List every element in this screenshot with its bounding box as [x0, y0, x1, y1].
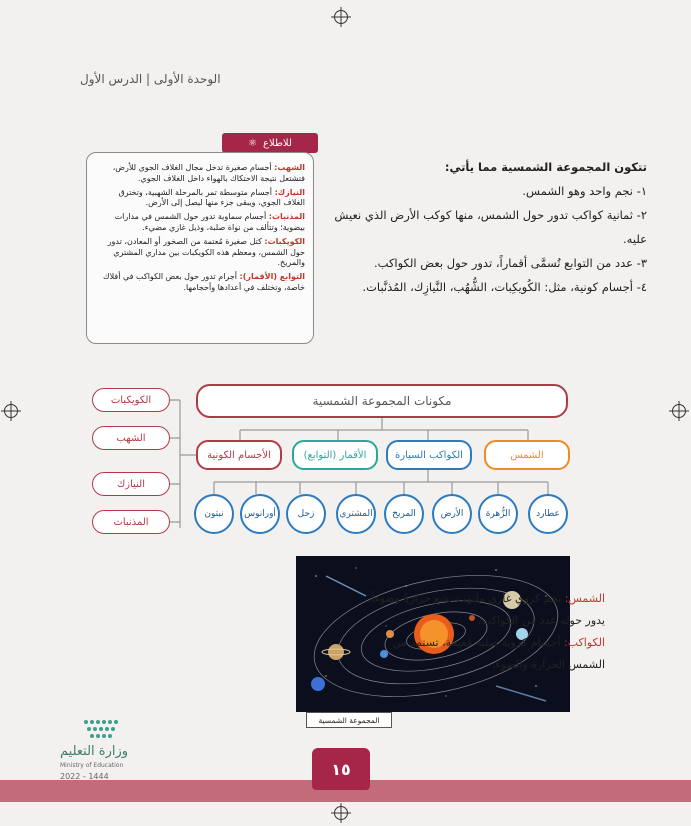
- planet-mercury: عطارد: [528, 494, 568, 534]
- body-comets: المذنبات: [92, 510, 170, 534]
- category-planets: الكواكب السيارة: [386, 440, 472, 470]
- ministry-name-en: Ministry of Education: [60, 762, 124, 769]
- definition-planets: الكواكب: أجسام كروية صلبة مُعتِمة، تستمد من الشمس الحرارة والضوء.: [392, 636, 605, 671]
- info-item: النيازك: أجسام متوسطة تمر بالمرحلة الشهبية، وتخترق الغلاف الجوي، ويبقى جزء منها ليصل إلى الأرض.: [118, 187, 305, 208]
- info-box: [86, 152, 314, 344]
- planet-neptune: نبتون: [194, 494, 234, 534]
- planet-mars: المريخ: [384, 494, 424, 534]
- definition-sun: الشمس: نجم كروي غازي ملتهب يشع حرارةً وضوءاً، يدور حوله عدد من الكواكب.: [367, 592, 605, 627]
- page-number: ١٥: [312, 748, 370, 790]
- atom-icon: ⚛: [248, 137, 258, 149]
- intro-item: ٤- أجسام كونية، مثل: الكُويكِبات، الشُّهُب، النَّيازِك، المُذنَّبات.: [362, 280, 647, 294]
- body-meteors: الشهب: [92, 426, 170, 450]
- body-asteroids: الكويكبات: [92, 388, 170, 412]
- intro-item: ٢- ثمانية كواكب تدور حول الشمس، منها كوكب الأرض الذي نعيش عليه.: [334, 208, 647, 246]
- planet-uranus: أورانوس: [240, 494, 280, 534]
- info-item: الشهب: أجسام صغيرة تدخل مجال الغلاف الجوي للأرض، فتشتعل نتيجة الاحتكاك بالهواء داخل الغلاف الجوي.: [112, 163, 305, 183]
- breadcrumb: الوحدة الأولى | الدرس الأول: [80, 72, 221, 86]
- info-item: التوابع (الأقمار): أجرام تدور حول بعض الكواكب في أفلاك خاصة، وتختلف في أعدادها وأحجامها.: [103, 272, 305, 292]
- planet-saturn: زحل: [286, 494, 326, 534]
- info-item: المذنبات: أجسام سماوية تدور حول الشمس في مدارات بيضوية؛ وتتألف من نواة صلبة، وذيل غازي مضيء.: [114, 212, 305, 232]
- planet-jupiter: المشتري: [336, 494, 376, 534]
- ministry-year: 2022 - 1444: [60, 772, 109, 781]
- ministry-name-ar: وزارة التعليم: [60, 744, 129, 759]
- body-meteorites: النيازك: [92, 472, 170, 496]
- diagram-title: مكونات المجموعة الشمسية: [196, 384, 568, 418]
- planet-venus: الزُّهرة: [478, 494, 518, 534]
- solar-system-diagram: [0, 370, 691, 560]
- ministry-logo-icon: [82, 718, 122, 740]
- intro-item: ١- نجم واحد وهو الشمس.: [522, 184, 647, 198]
- category-sun: الشمس: [484, 440, 570, 470]
- photo-caption: المجموعة الشمسية: [306, 712, 392, 728]
- info-tag-label: للاطلاع: [263, 137, 292, 149]
- category-moons: الأقمار (التوابع): [292, 440, 378, 470]
- intro-item: ٣- عدد من التوابع تُسمَّى أقماراً، تدور حول بعض الكواكب.: [374, 256, 647, 270]
- intro-title: تتكون المجموعة الشمسية مما يأتي:: [444, 160, 647, 174]
- info-item: الكويكبات: كتل صغيرة مُعتمة من الصخور أو المعادن، تدور حول الشمس، ومعظم هذه الكويكبات بين مداري المشتري والمريخ.: [107, 236, 305, 268]
- intro-list: [317, 155, 647, 299]
- ministry-logo: [60, 718, 140, 781]
- planet-earth: الأرض: [432, 494, 472, 534]
- definitions: [355, 588, 605, 676]
- category-cosmic-bodies: الأجسام الكونية: [196, 440, 282, 470]
- info-tag: [222, 133, 318, 153]
- registration-mark-bottom: [334, 806, 348, 820]
- registration-mark-top: [334, 10, 348, 24]
